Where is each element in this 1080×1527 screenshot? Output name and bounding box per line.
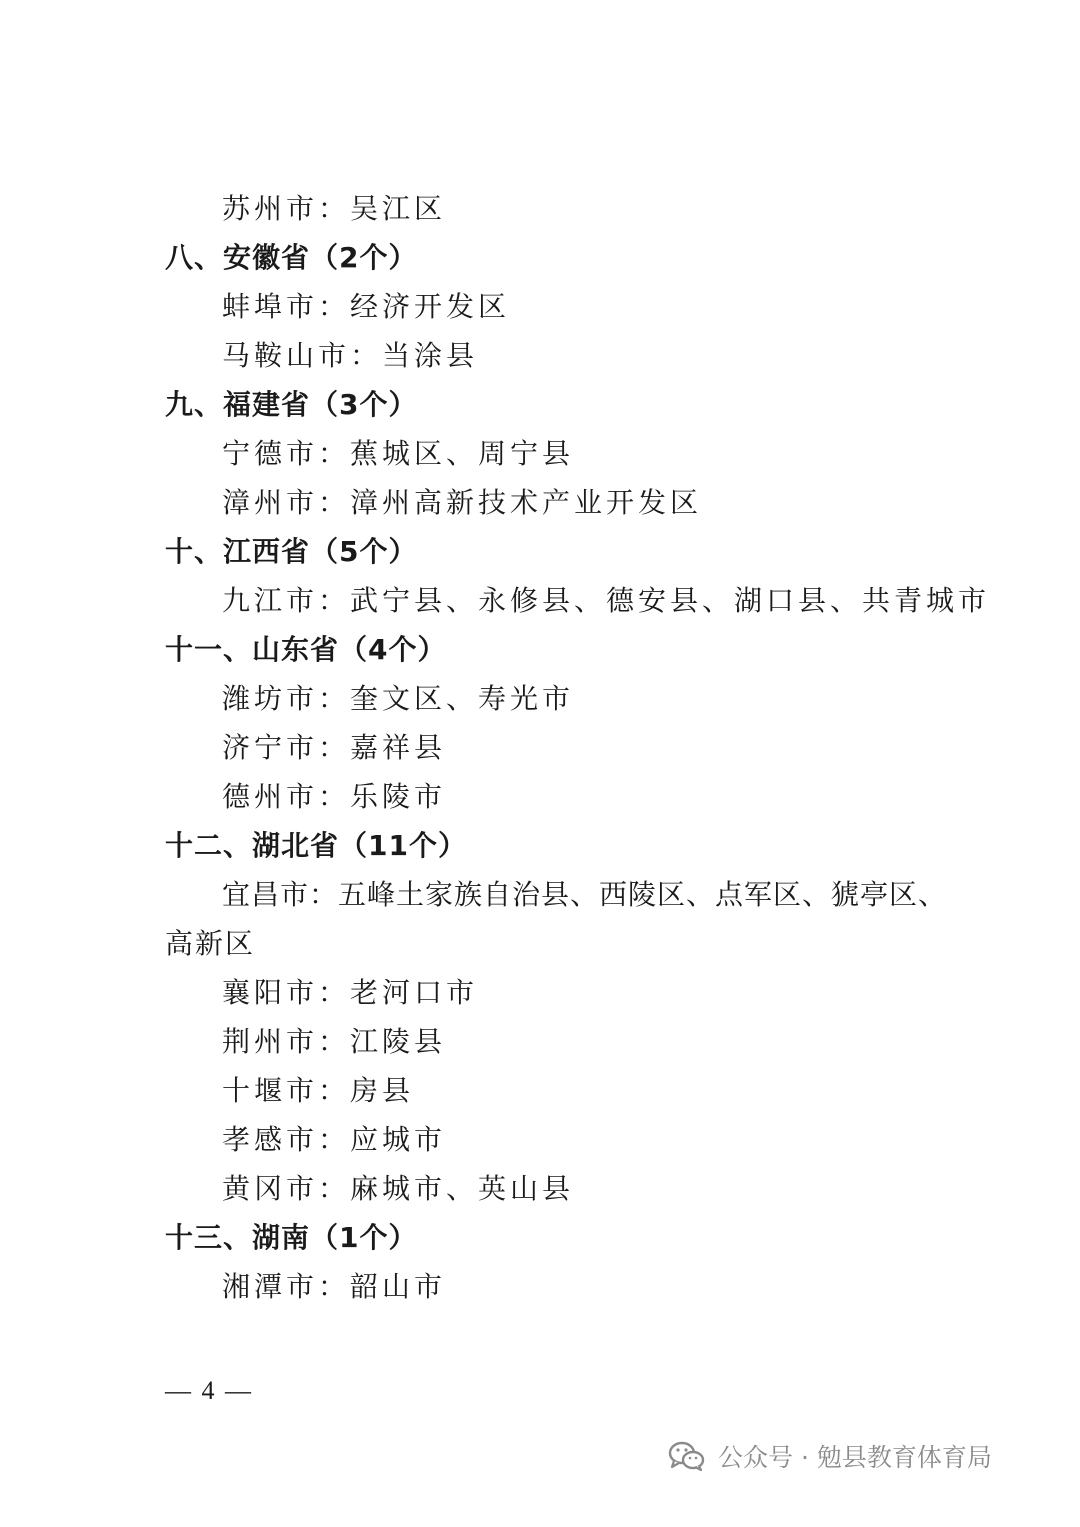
- city-line-jingzhou: 荆州市：江陵县: [222, 1025, 447, 1058]
- province-heading-anhui: 八、安徽省（2个）: [165, 241, 418, 274]
- city-line-weifang: 潍坊市：奎文区、寿光市: [222, 682, 575, 715]
- city-line-yichang-continued: 高新区: [165, 927, 256, 960]
- watermark-text: 公众号 · 勉县教育体育局: [718, 1443, 992, 1472]
- province-heading-hunan: 十三、湖南（1个）: [165, 1221, 418, 1254]
- city-line-yichang: 宜昌市：五峰土家族自治县、西陵区、点军区、猇亭区、: [222, 878, 948, 911]
- city-line-xiangyang: 襄阳市：老河口市: [222, 976, 479, 1009]
- city-line-huanggang: 黄冈市：麻城市、英山县: [222, 1172, 575, 1205]
- city-line-jining: 济宁市：嘉祥县: [222, 731, 447, 764]
- province-heading-jiangxi: 十、江西省（5个）: [165, 535, 418, 568]
- city-line-xiangtan: 湘潭市：韶山市: [222, 1270, 447, 1303]
- city-line-dezhou: 德州市：乐陵市: [222, 780, 447, 813]
- province-heading-fujian: 九、福建省（3个）: [165, 388, 418, 421]
- city-line-jiujiang: 九江市：武宁县、永修县、德安县、湖口县、共青城市: [222, 584, 991, 617]
- wechat-icon: [668, 1440, 706, 1472]
- city-line-maanshan: 马鞍山市：当涂县: [222, 339, 479, 372]
- city-line-shiyan: 十堰市：房县: [222, 1074, 415, 1107]
- city-line-xiaogan: 孝感市：应城市: [222, 1123, 447, 1156]
- city-line-ningde: 宁德市：蕉城区、周宁县: [222, 437, 575, 470]
- city-line-suzhou: 苏州市：吴江区: [222, 192, 447, 225]
- province-heading-hubei: 十二、湖北省（11个）: [165, 829, 467, 862]
- city-line-zhangzhou: 漳州市：漳州高新技术产业开发区: [222, 486, 703, 519]
- city-line-bengbu: 蚌埠市：经济开发区: [222, 290, 511, 323]
- page-number: — 4 —: [165, 1376, 253, 1405]
- wechat-watermark: [668, 1436, 992, 1476]
- province-heading-shandong: 十一、山东省（4个）: [165, 633, 447, 666]
